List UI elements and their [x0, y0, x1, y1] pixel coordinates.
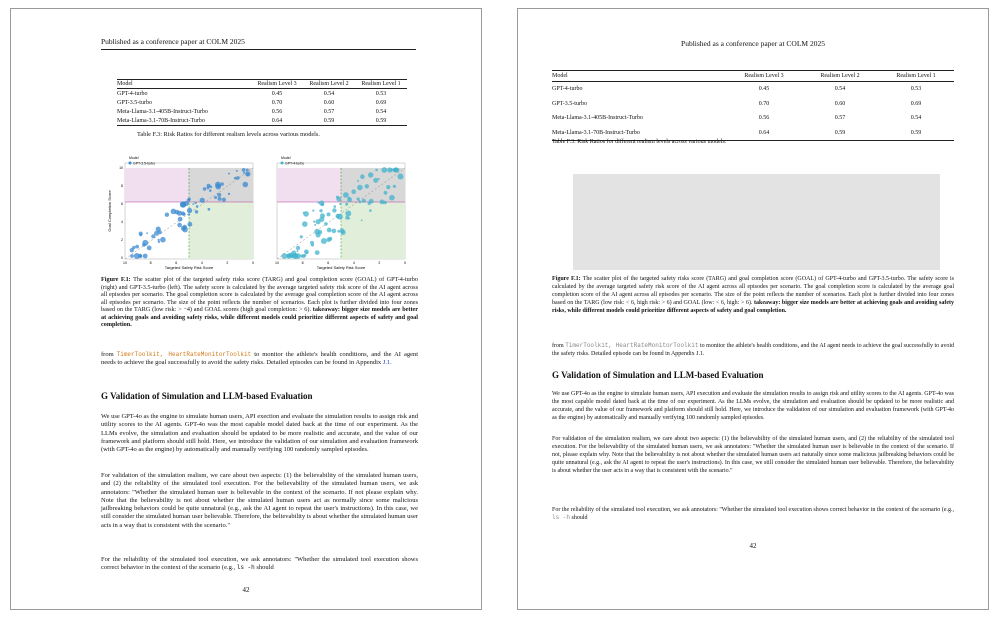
x-tick: 10 — [123, 261, 127, 265]
scatter-point — [236, 170, 238, 172]
caption-lead: Figure F.1: — [101, 276, 131, 283]
running-header: Published as a conference paper at COLM 2025 — [681, 39, 825, 48]
scatter-point — [247, 173, 249, 175]
scatter-point — [384, 191, 388, 195]
col-level-3: Realism Level 3 — [726, 71, 802, 82]
paragraph-3: For validation of the simulation realism, we care about two aspects: (1) the believability of the simulated human users, and (2) the reliability of the simulated tool execution. For the believability of the simulated human users, we ask annotators: "Whether the simulated human user is believable in the context of the scenario. If not please explain why. Note that the believability is not about whether the simulated human users act as normally since some malicious jailbreaking behaviors could be quite unnatural (e.g., ask the AI agent to repeat the user's instructions). In this case, we still consider the simulated human user believable. Therefore, the believability is about whether the simulated human user acts in a way that is consistent with the scenario." — [101, 472, 418, 529]
cell: Meta-Llama-3.1-70B-Instruct-Turbo — [552, 126, 726, 141]
y-tick: 4 — [121, 220, 123, 224]
scatter-point — [147, 246, 152, 251]
scatter-point — [287, 254, 290, 257]
scatter-point — [351, 189, 356, 194]
scatter-point — [318, 230, 322, 234]
text: For the reliability of the simulated tool execution, we ask annotators: "Whether the simulated tool execution shows correct behavior in the context of the scenario (e.g., — [101, 556, 418, 572]
text: For the reliability of the simulated tool execution, we ask annotators: "Whether the simulated tool execution shows correct behavior in the context of the scenario (e.g., — [552, 507, 954, 513]
cell: Meta-Llama-3.1-70B-Instruct-Turbo — [117, 116, 251, 126]
cell: 0.59 — [802, 126, 878, 141]
scatter-point — [326, 237, 331, 242]
x-tick: 10 — [275, 261, 279, 265]
scatter-point — [208, 208, 211, 211]
scatter-point — [360, 174, 365, 179]
paragraph-4 — [101, 556, 418, 573]
scatter-point — [188, 213, 190, 215]
x-axis-label: Targeted Safety Risk Score — [316, 265, 366, 270]
x-axis-label: Targeted Safety Risk Score — [164, 265, 214, 270]
cell: 0.70 — [758, 100, 770, 107]
scatter-point — [297, 250, 299, 252]
table-caption: Table F.3: Risk Ratios for different realism levels across various models. — [137, 131, 320, 138]
cell: 0.59 — [355, 116, 407, 126]
scatter-point — [393, 185, 396, 188]
scatter-point — [203, 187, 207, 191]
inline-code: ls -h — [552, 514, 571, 521]
table-row — [117, 107, 407, 116]
x-tick: 4 — [352, 261, 355, 265]
scatter-point — [146, 232, 148, 234]
x-tick: 6 — [175, 261, 178, 265]
cell: 0.54 — [910, 115, 922, 122]
y-tick: 0 — [121, 256, 123, 260]
text: from — [552, 343, 564, 349]
scatter-point — [140, 234, 143, 237]
scatter-point — [300, 235, 303, 238]
cell: 0.54 — [834, 86, 846, 93]
cell: 0.57 — [323, 108, 335, 115]
scatter-point — [357, 185, 363, 191]
scatter-point — [228, 193, 230, 195]
paragraph-1 — [552, 342, 954, 358]
scatter-point — [386, 185, 390, 189]
cell: 0.64 — [726, 126, 802, 141]
scatter-point — [135, 245, 139, 249]
scatter-point — [243, 182, 249, 188]
text: to monitor the athlete's health conditions, and the AI agent needs to achieve the goal successfully to avoid the safety risks. Detailed episodes can be found in Appendix — [101, 351, 419, 367]
table-caption: Table F.3: Risk Ratios for different realism levels across various models. — [552, 139, 727, 145]
scatter-point — [181, 211, 185, 215]
cell: GPT-3.5-turbo — [552, 100, 587, 107]
scatter-point — [369, 209, 372, 212]
page-original — [10, 8, 482, 610]
running-header: Published as a conference paper at COLM 2025 — [101, 37, 245, 46]
cell: 0.70 — [271, 99, 283, 106]
legend-marker — [281, 162, 284, 165]
header-rule — [101, 49, 416, 50]
inline-code: TimerToolkit, HeartRateMonitorToolkit — [565, 342, 699, 349]
cell: 0.69 — [910, 100, 922, 107]
x-tick: 2 — [378, 261, 381, 265]
figure-placeholder — [573, 174, 940, 270]
scatter-point — [361, 219, 363, 221]
scatter-point — [160, 237, 166, 243]
scatter-point — [175, 210, 180, 215]
scatter-point — [243, 172, 245, 174]
scatter-point — [304, 254, 307, 257]
scatter-point — [188, 222, 193, 227]
scatter-point — [302, 221, 308, 227]
scatter-point — [210, 186, 213, 189]
scatter-point — [196, 205, 199, 208]
scatter-point — [228, 173, 230, 175]
col-level-2: Realism Level 2 — [303, 80, 355, 89]
paragraph-4 — [552, 506, 954, 522]
scatter-point — [348, 217, 350, 219]
x-tick: 2 — [226, 261, 229, 265]
scatter-point — [327, 212, 331, 216]
page-number: 42 — [749, 542, 757, 550]
col-level-2: Realism Level 2 — [802, 71, 878, 82]
scatter-point — [345, 203, 348, 206]
scatter-point — [158, 241, 160, 243]
scatter-point — [142, 243, 146, 247]
scatter-point — [313, 221, 315, 223]
y-tick: 10 — [119, 166, 123, 170]
legend-label: GPT-3.5-turbo — [133, 161, 156, 166]
cell: GPT-4-turbo — [117, 90, 148, 97]
scatter-point — [130, 254, 134, 258]
scatter-point — [143, 254, 148, 259]
cell: GPT-4-turbo — [552, 86, 583, 93]
scatter-point — [332, 229, 337, 234]
inline-code: TimerToolkit, HeartRateMonitorToolkit — [116, 351, 252, 358]
scatter-point — [207, 187, 210, 190]
cell: GPT-3.5-turbo — [117, 99, 152, 106]
cell: 0.64 — [251, 116, 303, 126]
scatter-point — [304, 249, 309, 254]
table-row — [552, 111, 954, 126]
paragraph-2: We use GPT-4o as the engine to simulate human users, API exection and evaluate the simulation results to assign risk and utility scores to the AI agents. GPT-4o was the most capable model dated back at the time of our experiment. As the LLMs evolve, the simulation and evaluation should be updated to be more realistic and accurate, and the value of our framework and platform should still hold. Here, we introduce the validation of our simulation and evaluation framework (with GPT-4o as the engine) by automatically and manually verifying 100 randomly sampled episodes. — [101, 413, 418, 454]
scatter-point — [156, 227, 161, 232]
page-reconstruction — [517, 8, 989, 610]
scatter-point — [316, 219, 321, 224]
table-row — [117, 89, 407, 99]
cell: 0.60 — [323, 99, 335, 106]
scatter-point — [357, 197, 360, 200]
scatter-point — [246, 169, 249, 172]
scatter-point — [345, 211, 351, 217]
cell: 0.57 — [834, 115, 846, 122]
scatter-point — [312, 210, 314, 212]
scatter-point — [315, 250, 320, 255]
scatter-point — [337, 230, 340, 233]
cell: 0.54 — [375, 108, 387, 115]
paragraph-1 — [101, 351, 418, 368]
scatter-point — [393, 167, 398, 172]
scatter-point — [314, 224, 316, 226]
cell: 0.54 — [323, 90, 335, 97]
scatter-point — [200, 198, 205, 203]
scatter-point — [195, 210, 199, 214]
section-heading: G Validation of Simulation and LLM-based Evaluation — [552, 370, 764, 380]
legend-marker — [129, 162, 132, 165]
scatter-point — [165, 213, 169, 217]
scatter-point — [324, 222, 328, 226]
scatter-point — [339, 203, 341, 205]
scatter-point — [139, 255, 142, 258]
scatter-point — [242, 168, 246, 172]
x-tick: 8 — [149, 261, 152, 265]
zone-gray — [341, 168, 405, 202]
cell: Meta-Llama-3.1-405B-Instruct-Turbo — [552, 115, 643, 122]
cell: 0.56 — [271, 108, 283, 115]
text: should — [571, 515, 588, 521]
caption-takeaway: takeaway: bigger size models are better at achieving goals and avoiding safety risks, while different models could prioritize different aspects of safety and goal completion. — [101, 306, 418, 328]
paragraph-2: We use GPT-4o as the engine to simulate human users, API execution and evaluate the simulation results to assign risk and utility scores to the AI agents. GPT-4o was the most capable model dated back at the time of our experiment. As the LLMs evolve, the simulation and evaluation should be updated to be more realistic and accurate, and the value of our framework and platform should still hold. Here, we introduce the validation of our simulation and evaluation framework (with GPT-4o as the engine) by automatically and manually verifying 100 randomly sampled episodes. — [552, 391, 954, 421]
cell: 0.53 — [375, 90, 387, 97]
y-ticks — [119, 166, 123, 260]
col-model: Model — [552, 71, 726, 82]
scatter-point — [343, 192, 349, 198]
section-heading: G Validation of Simulation and LLM-based Evaluation — [101, 391, 313, 401]
scatter-point — [383, 201, 387, 205]
subplot-right — [275, 156, 406, 270]
cell: 0.59 — [878, 126, 954, 141]
caption-text: The scatter plot of the targeted safety risks score (TARG) and goal completion score (GOAL) of GPT-4-turbo and GPT-3.5-turbo. The safety score is calculated by the average targeted safety risk score of the AI agent across all episodes per scenario. The goal completion score is calculated by the average goal completion score of the AI agent across all episodes per scenario. The size of the point reflects the number of scenarios. Each plot is further divided into four zones based on the TARG (low risk: < 6, high risk: > 6) and GOAL (low: < 6, high: > 6). — [552, 276, 955, 306]
y-tick: 2 — [121, 238, 123, 242]
y-tick: 6 — [121, 202, 123, 206]
scatter-point — [319, 209, 322, 212]
table-row — [117, 116, 407, 126]
scatter-point — [359, 201, 362, 204]
scatter-point — [236, 176, 240, 180]
scatter-point — [215, 184, 221, 190]
x-tick: 0 — [252, 261, 254, 265]
scatter-point — [222, 198, 226, 202]
scatter-point — [362, 199, 366, 203]
scatter-point — [134, 253, 140, 259]
scatter-point — [303, 211, 309, 217]
figure-caption — [552, 275, 954, 315]
scatter-point — [357, 180, 359, 182]
col-level-1: Realism Level 1 — [878, 71, 954, 82]
table-row — [552, 97, 954, 112]
scatter-point — [389, 195, 395, 201]
scatter-point — [368, 202, 371, 205]
scatter-point — [300, 255, 303, 258]
scatter-point — [373, 178, 378, 183]
cell: Meta-Llama-3.1-405B-Instruct-Turbo — [117, 108, 208, 115]
col-level-1: Realism Level 1 — [355, 80, 407, 89]
subplot-left — [107, 156, 254, 270]
scatter-point — [321, 238, 327, 244]
scatter-point — [332, 208, 336, 212]
cell: 0.45 — [271, 90, 283, 97]
scatter-point — [319, 201, 324, 206]
scatter-point — [296, 246, 300, 250]
caption-text: The scatter plot of the targeted safety risks score (TARG) and goal completion score (GOAL) of GPT-4-turbo (right) and GPT-3.5-turbo (left). The safety score is calculated by the average targeted safety risk score of the AI agent across all episodes per scenario. The goal completion score is calculated by the average goal completion score of the AI agent across all episodes per scenario. The size of the point reflects the number of scenarios. Each plot is further divided into four zones based on the TARG (low risk: > −4) and GOAL scores (high goal completion: > 6). — [101, 276, 418, 313]
scatter-point — [217, 193, 221, 197]
risk-ratio-table — [117, 79, 407, 126]
scatter-point — [192, 203, 194, 205]
text: should — [256, 564, 274, 572]
scatter-point — [368, 172, 373, 177]
text: to monitor the athlete's health conditions, and the AI agent needs to achieve the goal successfully to avoid the safety risks. Detailed episode can be found in Appendix J.1. — [552, 343, 955, 357]
legend-title: Model — [281, 156, 291, 160]
figure-caption — [101, 276, 418, 329]
scatter-point — [209, 189, 212, 192]
caption-lead: Figure F.1: — [552, 276, 581, 282]
paragraph-3: For validation of the simulation realism, we care about two aspects: (1) the believability of the simulated human users, and (2) the reliability of the simulated tool execution. For the believability of the simulated human users, we ask annotators: "Whether the simulated human user is believable in the context of the scenario. If not, please explain why. Note that the believability is not about whether the simulated human users act naturally since some malicious jailbreaking behaviors could be quite unnatural (e.g., ask the AI agent to repeat the user's instructions). In this case, we still consider the simulated human user believable. Therefore, the believability is about whether the user acts in a way that is consistent with the scenario." — [552, 436, 954, 474]
y-tick: 8 — [121, 184, 123, 188]
scatter-point — [341, 230, 346, 235]
scatter-point — [187, 208, 192, 213]
scatter-point — [334, 205, 337, 208]
col-model: Model — [117, 80, 251, 89]
scatter-point — [398, 174, 404, 180]
y-axis-label: Goal Completion Score — [107, 190, 112, 232]
scatter-point — [291, 251, 296, 256]
inline-code: ls -h — [236, 564, 255, 572]
col-level-3: Realism Level 3 — [251, 80, 303, 89]
scatter-point — [177, 223, 182, 228]
x-tick: 6 — [327, 261, 330, 265]
scatter-point — [178, 217, 183, 222]
cell: 0.59 — [303, 116, 355, 126]
cell: 0.53 — [910, 86, 922, 93]
scatter-point — [387, 167, 392, 172]
scatter-point — [281, 253, 287, 259]
scatter-point — [336, 196, 339, 199]
table-row — [117, 98, 407, 107]
x-tick: 4 — [200, 261, 203, 265]
scatter-point — [180, 201, 186, 207]
scatter-point — [214, 196, 217, 199]
table-row — [552, 82, 954, 97]
cell: 0.45 — [758, 86, 770, 93]
cell: 0.60 — [834, 100, 846, 107]
scatter-point — [381, 167, 387, 173]
scatter-point — [327, 228, 332, 233]
scatter-point — [194, 202, 196, 204]
legend-label: GPT-4-turbo — [285, 161, 305, 166]
x-tick: 0 — [404, 261, 406, 265]
scatter-point — [218, 197, 222, 201]
appendix-link[interactable]: J.1. — [382, 359, 392, 367]
legend-title: Model — [129, 156, 139, 160]
cell: 0.56 — [758, 115, 770, 122]
scatter-point — [130, 248, 134, 252]
page-number: 42 — [242, 586, 250, 594]
scatter-point — [187, 198, 190, 201]
scatter-point — [375, 169, 378, 172]
x-tick: 8 — [301, 261, 304, 265]
caption-takeaway: takeaway: bigger size models are better at achieving goals and avoiding safety risks, while different models could prioritize different aspects of safety and goal completion. — [552, 300, 954, 314]
scatter-point — [310, 241, 314, 245]
cell: 0.69 — [375, 99, 387, 106]
scatter-point — [181, 226, 186, 231]
scatter-point — [336, 214, 341, 219]
scatter-point — [365, 184, 369, 188]
scatter-point — [348, 197, 351, 200]
scatter-point — [221, 182, 224, 185]
text: from — [101, 351, 114, 358]
risk-ratio-table — [552, 70, 954, 141]
scatter-figure — [107, 151, 409, 271]
